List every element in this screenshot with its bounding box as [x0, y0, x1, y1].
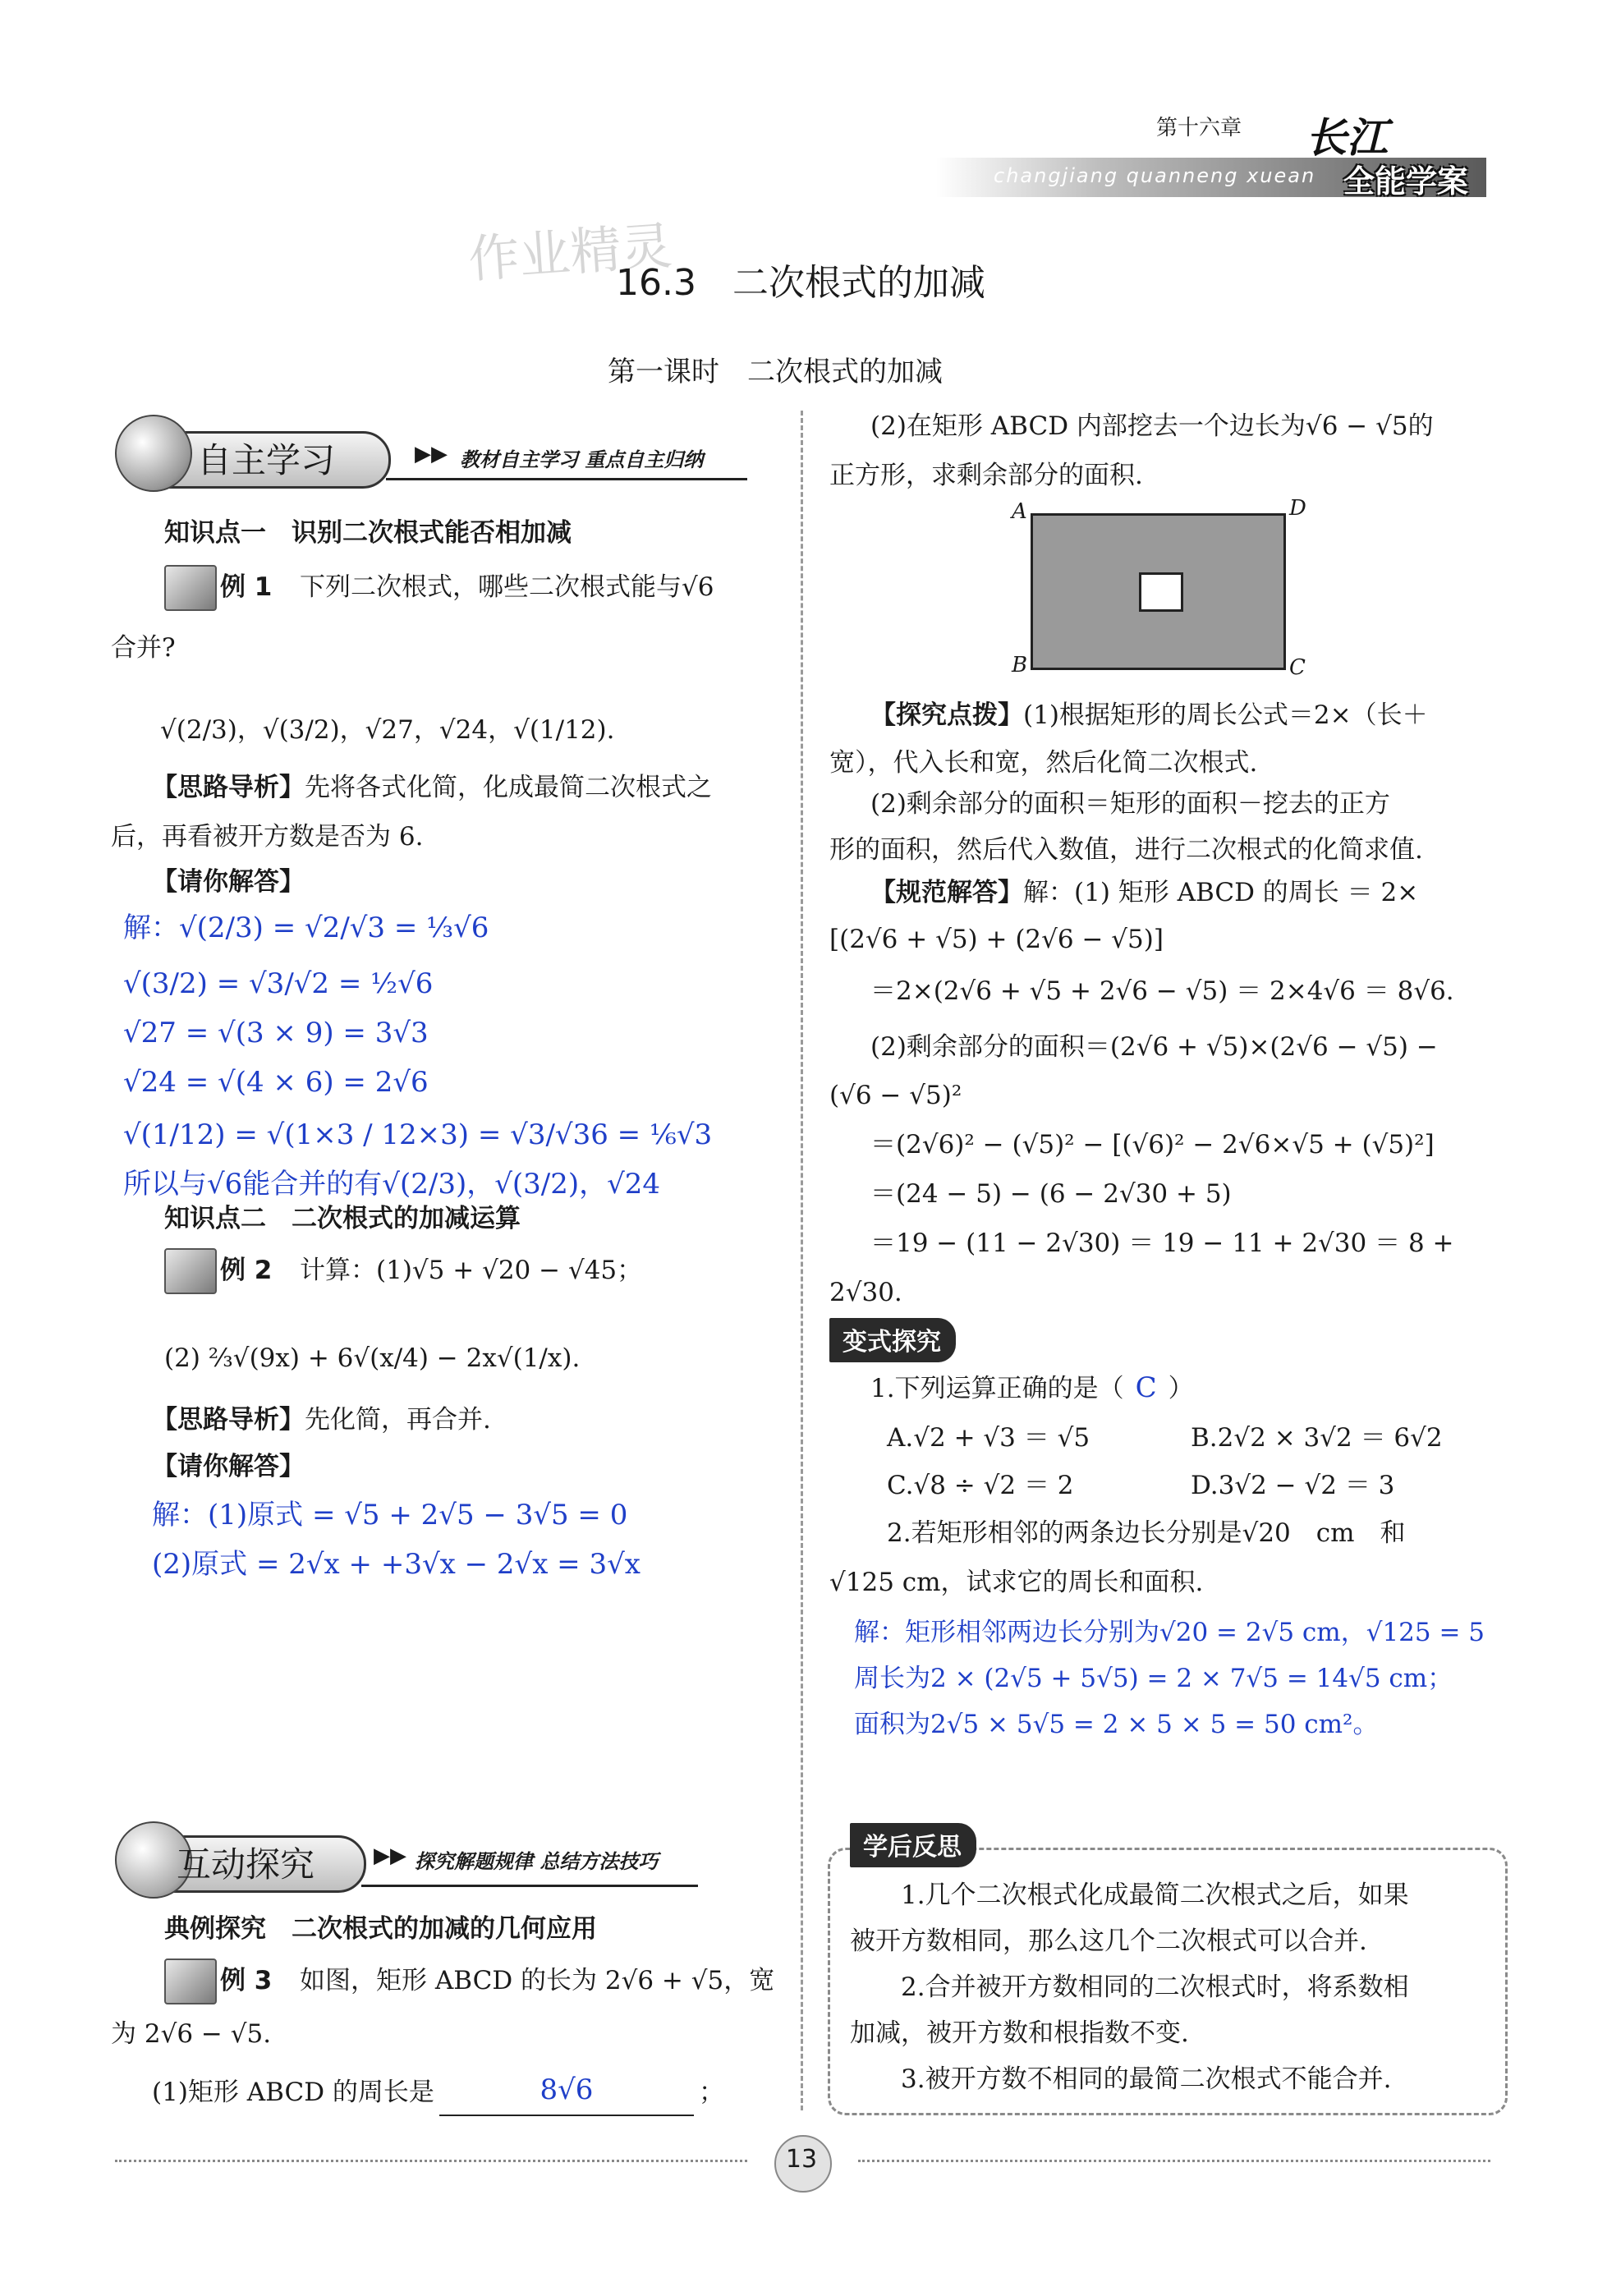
- answer-1-block: [123, 903, 712, 1209]
- answer-1-line: √24 = √(4 × 6) = 2√6: [123, 1066, 429, 1099]
- lesson-subtitle: 第一课时 二次根式的加减: [608, 356, 943, 388]
- guide-1-text: 先将各式化简，化成最简二次根式之: [305, 773, 712, 802]
- example-3-text: 如图，矩形 ABCD 的长为 2√6 + √5，宽: [300, 1966, 775, 1995]
- chapter-label: 第十六章: [1156, 116, 1242, 140]
- example-3-q1-text: (1)矩形 ABCD 的周长是: [152, 2078, 434, 2107]
- example-1-label: 例 1: [220, 572, 273, 602]
- footer-rule-left: [115, 2160, 747, 2162]
- vertex-label-c: C: [1289, 655, 1306, 680]
- vertex-label-d: D: [1289, 496, 1306, 521]
- example-3-q1-blank: [439, 2065, 694, 2116]
- variant-1-answer: C: [1135, 1371, 1157, 1404]
- example-2-text: 计算：(1)√5 + √20 − √45；: [300, 1256, 643, 1285]
- reflection-line: 2.合并被开方数相同的二次根式时，将系数相: [901, 1972, 1409, 2002]
- brand-bottom: 全能学案: [1343, 163, 1469, 200]
- answer-2-line: 解：(1)原式 = √5 + 2√5 − 3√5 = 0: [152, 1499, 628, 1531]
- answer-1-line: √(3/2) = √3/√2 = ½√6: [123, 967, 434, 1000]
- variant-badge: 变式探究: [829, 1318, 956, 1362]
- standard-line: ＝2×(2√6 + √5 + 2√6 − √5) ＝ 2×4√6 ＝ 8√6.: [870, 976, 1454, 1006]
- tip-label: 【探究点拨】: [870, 700, 1023, 730]
- q2-text: (2)在矩形 ABCD 内部挖去一个边长为√6 − √5的: [870, 411, 1434, 441]
- variant-2-answer: [854, 1609, 1485, 1747]
- reflection-line: 加减，被开方数和根指数不变.: [850, 2018, 1189, 2048]
- page-number: 13: [785, 2145, 818, 2174]
- section-title-explore: 互动探究: [177, 1844, 315, 1885]
- reflection-line: 3.被开方数不相同的最简二次根式不能合并.: [901, 2064, 1392, 2094]
- guide-label: 【思路导析】: [152, 773, 305, 802]
- standard-line: 2√30.: [829, 1278, 902, 1307]
- section-rule: [361, 1885, 698, 1887]
- brand-pinyin: changjiang quanneng xuean: [994, 164, 1316, 187]
- answer-2-line: (2)原式 = 2√x + +3√x − 2√x = 3√x: [152, 1548, 641, 1581]
- guide-1: [152, 764, 712, 811]
- standard-line: [(2√6 + √5) + (2√6 − √5)]: [829, 925, 1164, 954]
- example-1-text: 下列二次根式，哪些二次根式能与√6: [300, 572, 714, 602]
- reflection-line: 1.几个二次根式化成最简二次根式之后，如果: [901, 1880, 1409, 1910]
- example-2-label: 例 2: [220, 1256, 273, 1285]
- standard-line: (2)剩余部分的面积＝(2√6 + √5)×(2√6 − √5) −: [870, 1032, 1438, 1062]
- example-1-text-2: 合并?: [111, 633, 176, 663]
- example-2-text-2: (2) ⅔√(9x) + 6√(x/4) − 2x√(1/x).: [164, 1343, 581, 1373]
- variant-2-answer-line: 解：矩形相邻两边长分别为√20 = 2√5 cm，√125 = 5: [854, 1618, 1485, 1647]
- standard-solution: [870, 869, 1418, 916]
- footer-rule-right: [858, 2160, 1490, 2162]
- example-icon: [164, 1248, 217, 1294]
- tip-1: [870, 691, 1428, 739]
- answer-2-block: [152, 1490, 641, 1589]
- answer-label-1: 【请你解答】: [152, 867, 305, 897]
- section-rule: [386, 478, 747, 480]
- variant-2-text-2: √125 cm，试求它的周长和面积.: [829, 1568, 1204, 1597]
- standard-label: 【规范解答】: [870, 878, 1023, 907]
- example-3-q1: [152, 2065, 724, 2116]
- reflection-text: [850, 1872, 1409, 2102]
- reflection-badge: 学后反思: [850, 1823, 976, 1867]
- example-1-list: √(2/3)，√(3/2)，√27，√24，√(1/12).: [160, 715, 615, 745]
- tip-1-text-2: 宽），代入长和宽，然后化简二次根式.: [829, 748, 1258, 778]
- q2-text-2: 正方形，求剩余部分的面积.: [829, 461, 1143, 490]
- knowledge-point-2: 知识点二 二次根式的加减运算: [164, 1204, 521, 1233]
- standard-line: ＝(2√6)² − (√5)² − [(√6)² − 2√6×√5 + (√5)²]: [870, 1130, 1435, 1159]
- vertex-label-b: B: [1012, 653, 1028, 677]
- vertex-label-a: A: [1012, 499, 1027, 524]
- variant-1-option-c: C.√8 ÷ √2 ＝ 2: [887, 1471, 1074, 1500]
- answer-label-2: 【请你解答】: [152, 1452, 305, 1481]
- example-3-q1-end: ；: [698, 2078, 724, 2107]
- variant-1-text: 1.下列运算正确的是（: [870, 1374, 1124, 1403]
- section-tagline-explore: 探究解题规律 总结方法技巧: [415, 1849, 659, 1873]
- answer-1-line: √(1/12) = √(1×3 / 12×3) = √3/√36 = ⅙√3: [123, 1118, 713, 1151]
- watermark: 作业精灵: [466, 215, 674, 290]
- variant-1-option-b: B.2√2 × 3√2 ＝ 6√2: [1191, 1423, 1443, 1453]
- example-3-q1-answer: 8√6: [539, 2073, 594, 2106]
- knowledge-point-1: 知识点一 识别二次根式能否相加减: [164, 518, 572, 548]
- column-divider: [801, 411, 803, 2110]
- guide-label: 【思路导析】: [152, 1405, 305, 1435]
- reflection-line: 被开方数相同，那么这几个二次根式可以合并.: [850, 1926, 1367, 1956]
- globe-icon: [115, 415, 192, 492]
- standard-line: ＝19 − (11 − 2√30) ＝ 19 − 11 + 2√30 ＝ 8 +: [870, 1228, 1454, 1258]
- inner-square: [1139, 572, 1183, 612]
- variant-1-end: ）: [1168, 1374, 1194, 1403]
- example-3-label: 例 3: [220, 1966, 273, 1995]
- answer-1-line: 所以与√6能合并的有√(2/3)，√(3/2)，√24: [123, 1168, 661, 1201]
- play-arrows-icon: ▶▶: [415, 442, 448, 466]
- guide-2: [152, 1396, 491, 1444]
- typical-example-heading: 典例探究 二次根式的加减的几何应用: [164, 1914, 597, 1944]
- section-title-self-study: 自主学习: [197, 440, 336, 480]
- example-icon: [164, 1958, 217, 2004]
- brand-top: 长江: [1306, 113, 1388, 162]
- section-tagline-self-study: 教材自主学习 重点自主归纳: [460, 448, 704, 471]
- standard-line: (√6 − √5)²: [829, 1081, 962, 1110]
- standard-line: ＝(24 − 5) − (6 − 2√30 + 5): [870, 1179, 1232, 1209]
- variant-1-option-a: A.√2 + √3 ＝ √5: [887, 1423, 1090, 1453]
- tip-2-text: (2)剩余部分的面积＝矩形的面积－挖去的正方: [870, 789, 1390, 819]
- play-arrows-icon: ▶▶: [374, 1844, 406, 1868]
- answer-1-line: √27 = √(3 × 9) = 3√3: [123, 1017, 429, 1049]
- tip-2-text-2: 形的面积，然后代入数值，进行二次根式的化简求值.: [829, 835, 1423, 865]
- page-title: 16.3 二次根式的加减: [616, 262, 985, 304]
- variant-2-answer-line: 周长为2 × (2√5 + 5√5) = 2 × 7√5 = 14√5 cm；: [854, 1664, 1453, 1693]
- guide-2-text: 先化简，再合并.: [305, 1405, 491, 1435]
- standard-line: 解：(1) 矩形 ABCD 的周长 ＝ 2×: [1023, 878, 1419, 907]
- tip-1-text: (1)根据矩形的周长公式＝2×（长＋: [1023, 700, 1428, 730]
- variant-1-option-d: D.3√2 − √2 ＝ 3: [1191, 1471, 1395, 1500]
- answer-1-line: 解：√(2/3) = √2/√3 = ⅓√6: [123, 912, 489, 944]
- variant-2-answer-line: 面积为2√5 × 5√5 = 2 × 5 × 5 = 50 cm²。: [854, 1710, 1379, 1739]
- variant-2-text: 2.若矩形相邻的两条边长分别是√20 cm 和: [887, 1518, 1406, 1548]
- guide-1-text-2: 后，再看被开方数是否为 6.: [111, 822, 424, 852]
- example-icon: [164, 565, 217, 611]
- variant-1: [870, 1363, 1194, 1412]
- example-3-text-2: 为 2√6 − √5.: [111, 2019, 272, 2049]
